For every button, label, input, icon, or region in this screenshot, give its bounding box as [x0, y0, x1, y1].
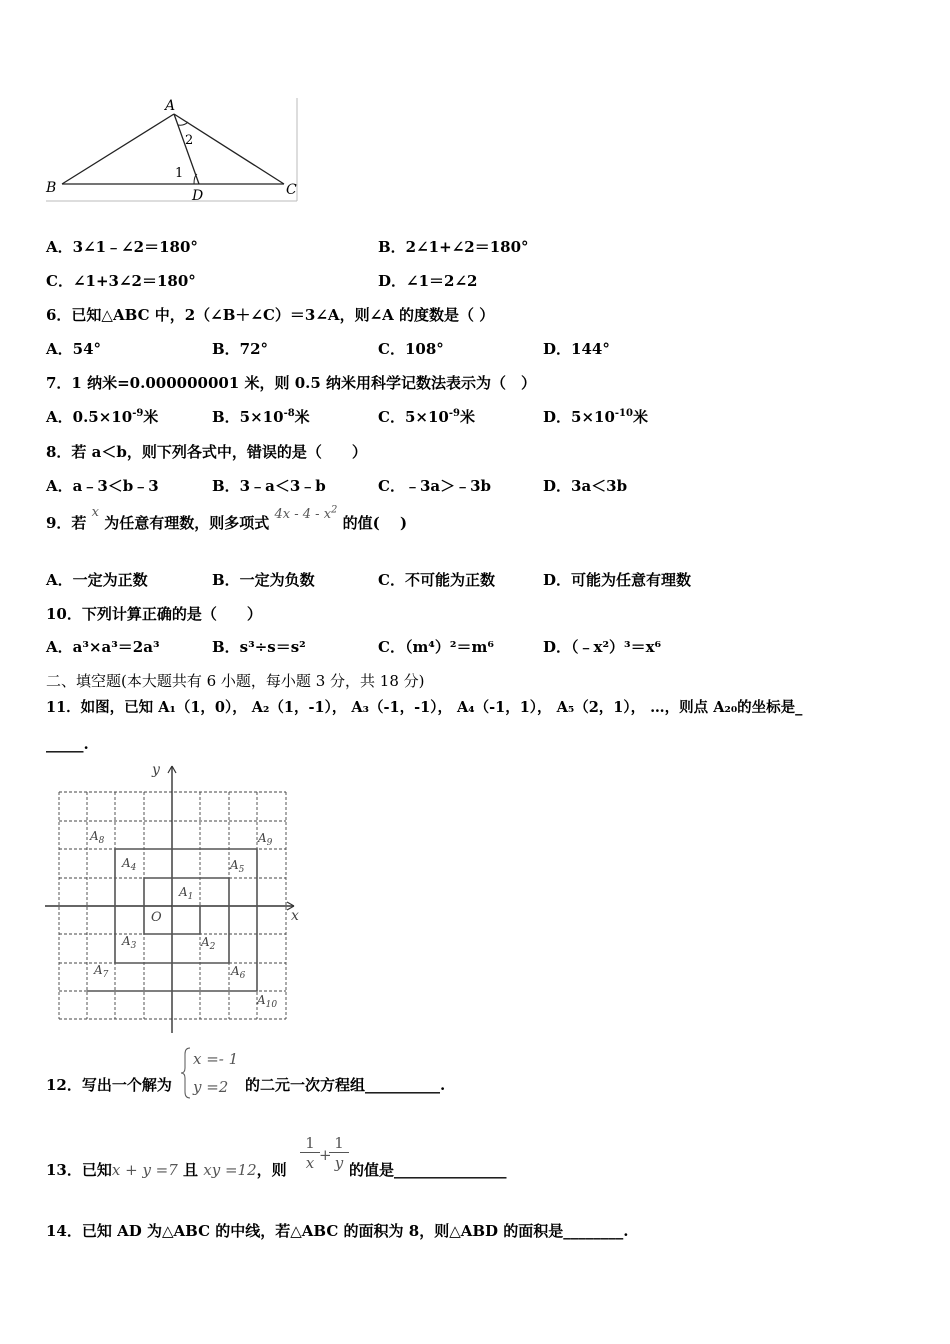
- side-ac: [174, 114, 284, 184]
- q7-d-base: D．5×10: [543, 408, 615, 426]
- q13-fraction-1: 1 x: [300, 1134, 320, 1173]
- q9-option-a[interactable]: A．一定为正数: [46, 571, 148, 589]
- q8-option-c[interactable]: C．﹣3a＞﹣3b: [378, 477, 492, 495]
- q11-stem: 11．如图，已知 A₁（1，0）， A₂（1，-1）， A₃（-1，-1）， A₄（-1，1）， A₅（2，1）， …，则点 A₂₀的坐标是_: [46, 699, 803, 716]
- q5-option-b[interactable]: B．2∠1+∠2＝180°: [378, 238, 529, 256]
- label-a3: $A_3$: [122, 934, 137, 951]
- q13-stem: [46, 1159, 287, 1180]
- q8-stem: 8．若 a＜b，则下列各式中，错误的是（ ）: [46, 443, 367, 461]
- label-angle-2: 2: [185, 133, 194, 148]
- q7-c-exp: -9: [448, 408, 460, 419]
- q5-option-d[interactable]: D．∠1＝2∠2: [378, 272, 478, 290]
- label-a8: $A_8$: [90, 829, 105, 846]
- q10-stem: 10．下列计算正确的是（ ）: [46, 605, 262, 623]
- q10-option-b[interactable]: B．s³÷s＝s²: [212, 638, 306, 656]
- grid-figure: [42, 760, 304, 1036]
- point-labels: [89, 829, 277, 1010]
- side-ab: [62, 114, 174, 184]
- label-a1: $A_1$: [179, 885, 194, 902]
- label-b: B: [46, 180, 57, 196]
- q9-option-d[interactable]: D．可能为任意有理数: [543, 571, 692, 589]
- q10-option-c[interactable]: C．（m⁴）²＝m⁶: [378, 638, 494, 656]
- label-a7: $A_7$: [94, 963, 109, 980]
- q7-stem: 7．1 纳米=0.000000001 米，则 0.5 纳米用科学记数法表示为（ ）: [46, 374, 537, 392]
- origin-label: O: [151, 910, 162, 925]
- q12-end: 的二元一次方程组__________.: [245, 1076, 446, 1094]
- q7-option-d[interactable]: [543, 406, 648, 427]
- q7-d-exp: -10: [614, 408, 633, 419]
- q13-and: 且: [183, 1161, 199, 1179]
- label-a9: $A_9$: [258, 831, 273, 848]
- label-c: C: [286, 182, 297, 198]
- label-a: A: [165, 98, 176, 114]
- q9-variable: x: [91, 505, 100, 520]
- q6-option-a[interactable]: A．54°: [46, 340, 102, 358]
- q13-condition-1: x + y =7: [111, 1161, 178, 1179]
- q12-equation-2: y =2: [193, 1078, 229, 1096]
- label-angle-1: 1: [175, 166, 184, 181]
- q6-stem: 6．已知△ABC 中，2（∠B＋∠C）＝3∠A，则∠A 的度数是（ ）: [46, 306, 495, 324]
- q12-number: 12．写出一个解为: [46, 1076, 172, 1094]
- q9-mid: 为任意有理数，则多项式: [104, 514, 270, 532]
- q9-number: 9．若: [46, 514, 87, 532]
- label-d: D: [192, 188, 204, 204]
- q7-c-base: C．5×10: [378, 408, 449, 426]
- q7-c-unit: 米: [459, 408, 475, 426]
- axis-label-y: y: [152, 762, 160, 778]
- q7-option-a[interactable]: [46, 406, 158, 427]
- q9-option-c[interactable]: C．不可能为正数: [378, 571, 495, 589]
- q10-option-a[interactable]: A．a³×a³＝2a³: [46, 638, 160, 656]
- q7-b-unit: 米: [294, 408, 310, 426]
- label-a5: $A_5$: [230, 858, 245, 875]
- label-a2: $A_2$: [201, 935, 216, 952]
- q13-plus: +: [319, 1146, 332, 1164]
- q13-then: ，则: [256, 1161, 287, 1179]
- q5-option-a[interactable]: A．3∠1﹣∠2＝180°: [46, 238, 198, 256]
- q7-b-exp: -8: [283, 408, 295, 419]
- q7-d-unit: 米: [632, 408, 648, 426]
- q6-option-d[interactable]: D．144°: [543, 340, 610, 358]
- label-a10: $A_{10}$: [257, 993, 278, 1010]
- q9-option-b[interactable]: B．一定为负数: [212, 571, 315, 589]
- q13-end: 的值是_______________: [349, 1161, 507, 1179]
- q13-fraction-2: 1 y: [329, 1134, 349, 1173]
- label-a4: $A_4$: [122, 856, 137, 873]
- q11-blank[interactable]: _____.: [46, 735, 89, 753]
- q7-option-c[interactable]: [378, 406, 475, 427]
- q6-option-c[interactable]: C．108°: [378, 340, 444, 358]
- q14-stem: 14．已知 AD 为△ABC 的中线，若△ABC 的面积为 8，则△ABD 的面积是________.: [46, 1222, 629, 1240]
- axis-label-x: x: [291, 908, 299, 924]
- q12-equation-1: x =- 1: [193, 1050, 239, 1068]
- q9-stem: [46, 504, 408, 533]
- q8-option-d[interactable]: D．3a＜3b: [543, 477, 628, 495]
- label-a6: $A_6$: [231, 964, 246, 981]
- q13-number: 13．已知: [46, 1161, 112, 1179]
- q5-option-c[interactable]: C．∠1+3∠2＝180°: [46, 272, 196, 290]
- q8-option-b[interactable]: B．3﹣a＜3﹣b: [212, 477, 326, 495]
- q12-brace: [180, 1046, 192, 1100]
- q9-end: 的值( ): [342, 514, 408, 532]
- q7-option-b[interactable]: [212, 406, 310, 427]
- q6-option-b[interactable]: B．72°: [212, 340, 269, 358]
- q9-polynomial: $4x - 4 - x^2$: [274, 504, 338, 522]
- q7-a-unit: 米: [143, 408, 159, 426]
- q13-condition-2: xy =12: [203, 1161, 257, 1179]
- q7-a-exp: -9: [132, 408, 144, 419]
- triangle-figure: [44, 96, 300, 206]
- section-2-heading: 二、填空题(本大题共有 6 小题，每小题 3 分，共 18 分): [46, 672, 425, 690]
- q10-option-d[interactable]: D．（﹣x²）³＝x⁶: [543, 638, 662, 656]
- q7-a-base: A．0.5×10: [46, 408, 133, 426]
- q8-option-a[interactable]: A．a﹣3＜b﹣3: [46, 477, 159, 495]
- q7-b-base: B．5×10: [212, 408, 284, 426]
